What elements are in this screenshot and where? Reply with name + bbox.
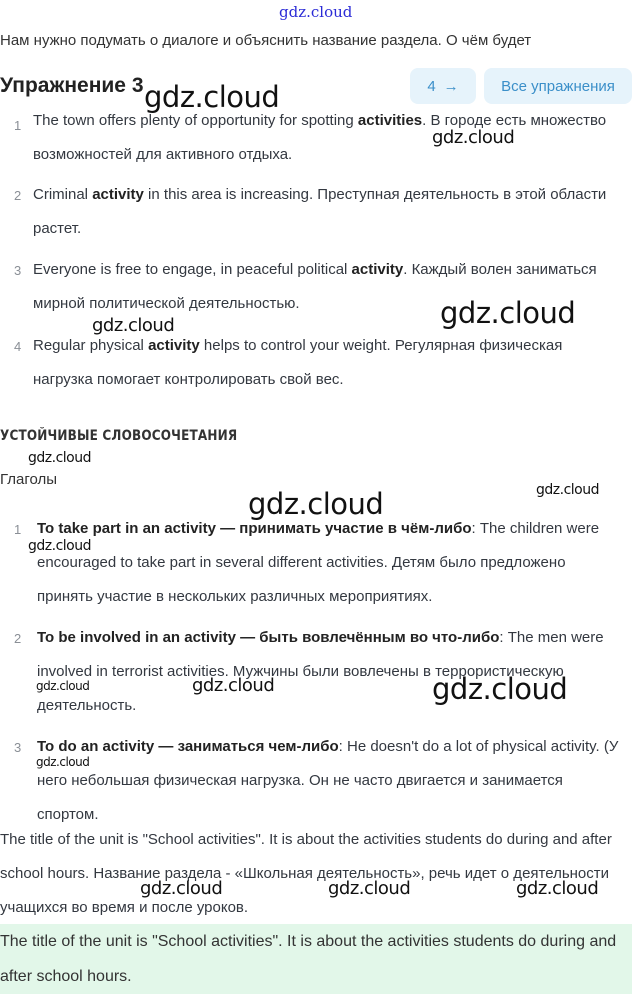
item-number: 3 (14, 740, 22, 755)
item-text: Everyone is free to engage, in peaceful political activity. Каждый волен заниматься мирной политической деятельностью. (33, 261, 597, 312)
watermark: gdz.cloud (36, 679, 90, 693)
all-exercises-button[interactable]: Все упражнения (484, 68, 632, 104)
watermark: gdz.cloud (36, 755, 90, 769)
watermark: gdz.cloud (248, 487, 384, 521)
item-text: Regular physical activity helps to control your weight. Регулярная физическая нагрузка помогает контролировать свой вес. (33, 337, 563, 388)
item-number: 4 (14, 339, 22, 354)
watermark: gdz.cloud (440, 296, 576, 330)
arrow-right-icon: → (443, 77, 459, 95)
item-number: 1 (14, 118, 22, 133)
watermark: gdz.cloud (432, 672, 568, 706)
item-text: The town offers plenty of opportunity for spotting activities. В городе есть множество возможностей для активного отдыха. (33, 112, 607, 163)
item-text: Criminal activity in this area is increasing. Преступная деятельность в этой области растет. (33, 186, 607, 237)
item-text: To be involved in an activity — быть вовлечённым во что-либо: The men were involved in terrorist activities. Мужчины были вовлечены в террористическую деятельность. (37, 629, 604, 714)
watermark: gdz.cloud (140, 878, 223, 899)
item-number: 2 (14, 188, 22, 203)
explanation-text: The title of the unit is "School activities". It is about the activities students do during and after school hours. Название раздела - «Школьная деятельность», речь идет о деятельности учащихся во время и после уроков. (0, 831, 612, 916)
answer-text: The title of the unit is "School activities". It is about the activities students do during and after school hours. (0, 933, 617, 985)
intro-text: Нам нужно подумать о диалоге и объяснить название раздела. О чём будет (0, 32, 532, 49)
watermark: gdz.cloud (536, 482, 599, 498)
watermark: gdz.cloud (516, 878, 599, 899)
answer-block (0, 924, 632, 994)
verbs-subheading: Глаголы (0, 471, 58, 488)
watermark: gdz.cloud (92, 315, 175, 336)
item-number: 3 (14, 263, 22, 278)
watermark: gdz.cloud (328, 878, 411, 899)
watermark: gdz.cloud (432, 127, 515, 148)
watermark: gdz.cloud (192, 675, 275, 696)
exercise-title: Упражнение 3 (0, 74, 144, 97)
watermark: gdz.cloud (28, 538, 91, 554)
watermark: gdz.cloud (144, 80, 280, 114)
item-text: To do an activity — заниматься чем-либо: He doesn't do a lot of physical activity. (У него небольшая физическая нагрузка. Он не часто двигается и занимается спортом. (37, 738, 619, 823)
watermark-top: gdz.cloud (279, 3, 353, 21)
watermark: gdz.cloud (28, 450, 91, 466)
item-number: 1 (14, 522, 22, 537)
next-exercise-button[interactable] (410, 68, 476, 104)
next-exercise-number: 4 (427, 77, 436, 95)
collocations-heading: УСТОЙЧИВЫЕ СЛОВОСОЧЕТАНИЯ (0, 428, 238, 444)
exercise-header (0, 66, 632, 108)
item-text: To take part in an activity — принимать участие в чём-либо: The children were encouraged to take part in several different activities. Детям было предложено принять участие в нескольких различных мероприятиях. (37, 520, 600, 605)
item-number: 2 (14, 631, 22, 646)
